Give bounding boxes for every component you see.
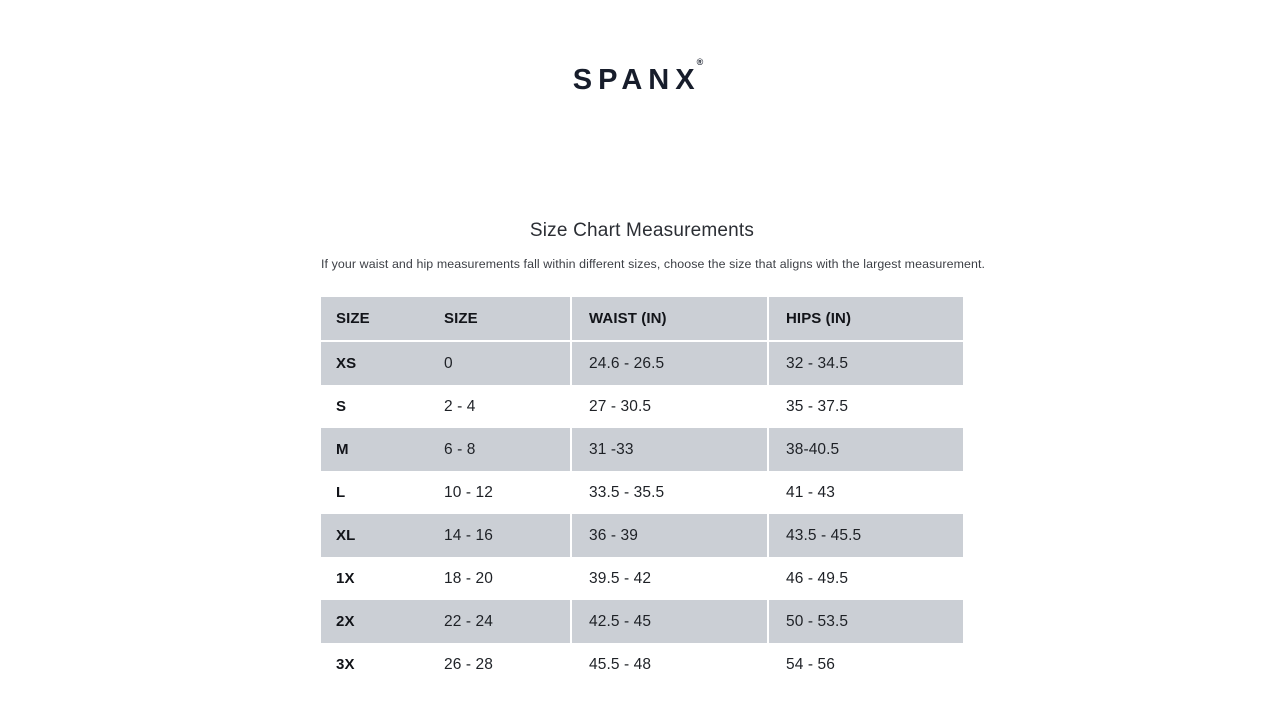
cell-size-label: 2X [336, 613, 355, 630]
cell-size-label: 3X [336, 656, 355, 673]
cell-size-range: 0 [444, 354, 453, 372]
page-title: Size Chart Measurements [529, 220, 755, 241]
column-header-hips: HIPS (IN) [768, 297, 963, 341]
cell-waist: 39.5 - 42 [571, 557, 768, 600]
cell-waist: 24.6 - 26.5 [571, 341, 768, 385]
column-header-size-numeric: SIZE [429, 297, 571, 341]
brand-logo-text: SPANX [572, 64, 701, 96]
brand-logo [0, 57, 1280, 96]
cell-size-range: 6 - 8 [444, 440, 476, 458]
cell-size-range: 14 - 16 [444, 526, 493, 544]
table-header-row [321, 297, 963, 341]
size-chart-table [321, 297, 963, 686]
cell-hips: 38-40.5 [768, 428, 963, 471]
cell-hips: 41 - 43 [768, 471, 963, 514]
table-row [321, 385, 963, 428]
cell-size-range: 22 - 24 [444, 612, 493, 630]
cell-size-label: XS [336, 355, 357, 372]
cell-size-range: 18 - 20 [444, 569, 493, 587]
column-header-waist: WAIST (IN) [571, 297, 768, 341]
cell-waist: 27 - 30.5 [571, 385, 768, 428]
cell-waist: 45.5 - 48 [571, 643, 768, 686]
cell-size-label: M [336, 441, 349, 458]
column-header-size: SIZE [321, 297, 429, 341]
cell-size-range: 2 - 4 [444, 397, 476, 415]
cell-size-label: S [336, 398, 347, 415]
table-row [321, 471, 963, 514]
cell-waist: 42.5 - 45 [571, 600, 768, 643]
registered-trademark-icon: ® [696, 57, 704, 68]
cell-waist: 31 -33 [571, 428, 768, 471]
cell-hips: 43.5 - 45.5 [768, 514, 963, 557]
cell-waist: 33.5 - 35.5 [571, 471, 768, 514]
table-row [321, 428, 963, 471]
table-row [321, 557, 963, 600]
cell-hips: 46 - 49.5 [768, 557, 963, 600]
cell-size-range: 26 - 28 [444, 655, 493, 673]
cell-hips: 54 - 56 [768, 643, 963, 686]
cell-size-label: XL [336, 527, 356, 544]
cell-hips: 35 - 37.5 [768, 385, 963, 428]
cell-size-label: 1X [336, 570, 355, 587]
table-row [321, 341, 963, 385]
cell-hips: 32 - 34.5 [768, 341, 963, 385]
cell-size-label: L [336, 484, 346, 501]
table-row [321, 600, 963, 643]
cell-size-range: 10 - 12 [444, 483, 493, 501]
section-heading [321, 219, 986, 272]
table-row [321, 514, 963, 557]
size-table-body [321, 341, 963, 686]
cell-waist: 36 - 39 [571, 514, 768, 557]
table-row [321, 643, 963, 686]
cell-hips: 50 - 53.5 [768, 600, 963, 643]
page-subtitle: If your waist and hip measurements fall within different sizes, choose the size that aligns with the largest measurement. [321, 257, 986, 271]
